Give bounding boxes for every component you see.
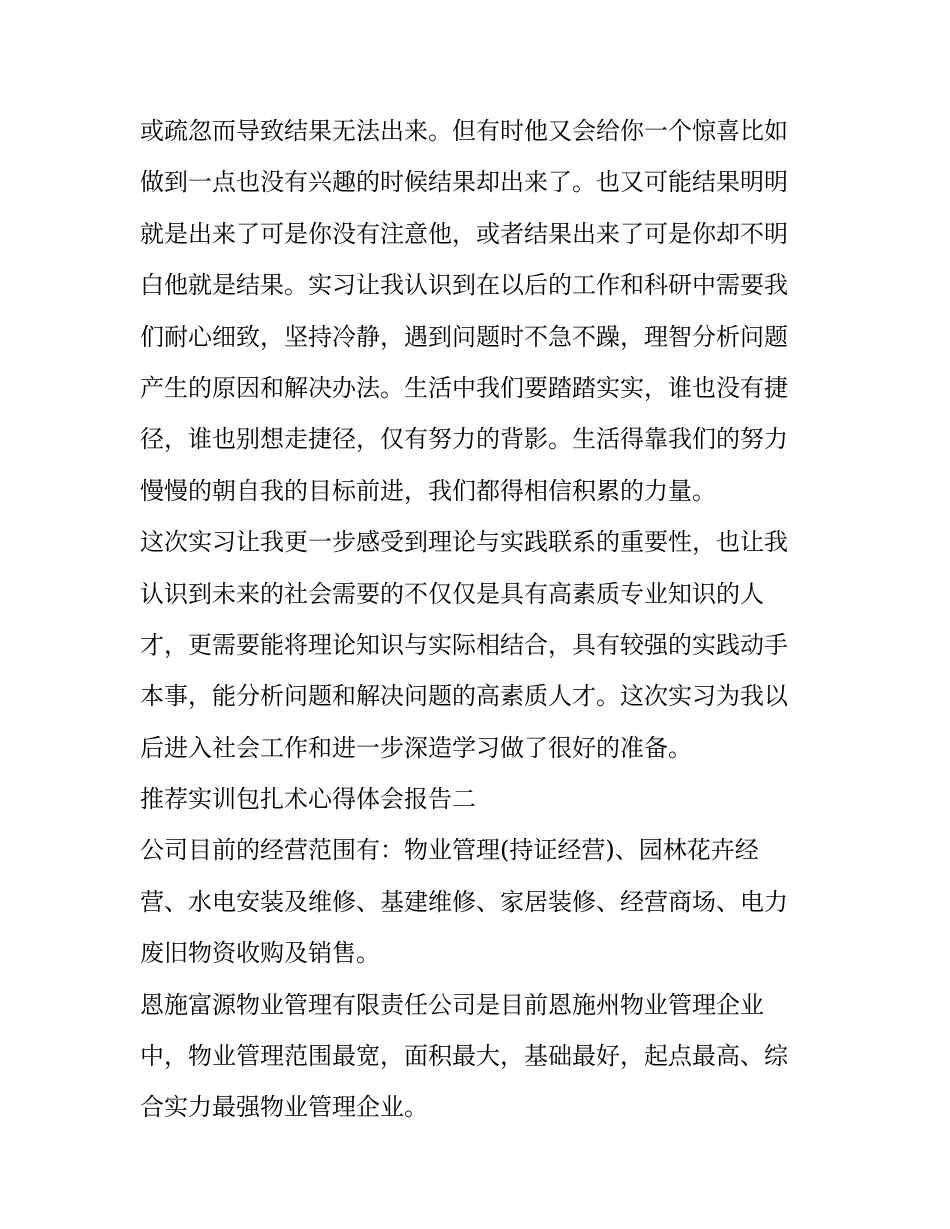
text-line: 或疏忽而导致结果无法出来。但有时他又会给你一个惊喜比如 bbox=[140, 117, 788, 145]
text-line: 才，更需要能将理论知识与实际相结合，具有较强的实践动手 bbox=[140, 630, 788, 659]
section-heading: 推荐实训包扎术心得体会报告二 bbox=[140, 785, 476, 814]
text-line: 后进入社会工作和进一步深造学习做了很好的准备。 bbox=[140, 733, 692, 762]
text-line: 们耐心细致，坚持冷静，遇到问题时不急不躁，理智分析问题 bbox=[140, 322, 788, 351]
text-line: 废旧物资收购及销售。 bbox=[140, 939, 380, 968]
document-body bbox=[140, 106, 820, 1134]
text-line: 认识到未来的社会需要的不仅仅是具有高素质专业知识的人 bbox=[140, 579, 764, 608]
text-line: 公司目前的经营范围有：物业管理(持证经营)、园林花卉经 bbox=[140, 836, 759, 865]
text-line: 这次实习让我更一步感受到理论与实践联系的重要性，也让我 bbox=[140, 528, 788, 557]
text-line: 产生的原因和解决办法。生活中我们要踏踏实实，谁也没有捷 bbox=[140, 373, 788, 402]
text-line: 合实力最强物业管理企业。 bbox=[140, 1093, 428, 1122]
text-line: 慢慢的朝自我的目标前进，我们都得相信积累的力量。 bbox=[140, 476, 716, 505]
text-line: 中，物业管理范围最宽，面积最大，基础最好，起点最高、综 bbox=[140, 1042, 788, 1071]
text-line: 径，谁也别想走捷径，仅有努力的背影。生活得靠我们的努力 bbox=[140, 425, 788, 454]
text-line: 白他就是结果。实习让我认识到在以后的工作和科研中需要我 bbox=[140, 271, 788, 300]
text-line: 做到一点也没有兴趣的时候结果却出来了。也又可能结果明明 bbox=[140, 168, 788, 197]
text-line: 就是出来了可是你没有注意他，或者结果出来了可是你却不明 bbox=[140, 219, 788, 248]
text-line: 营、水电安装及维修、基建维修、家居装修、经营商场、电力 bbox=[140, 887, 788, 916]
text-line: 恩施富源物业管理有限责任公司是目前恩施州物业管理企业 bbox=[140, 990, 764, 1019]
text-line: 本事，能分析问题和解决问题的高素质人才。这次实习为我以 bbox=[140, 682, 788, 711]
